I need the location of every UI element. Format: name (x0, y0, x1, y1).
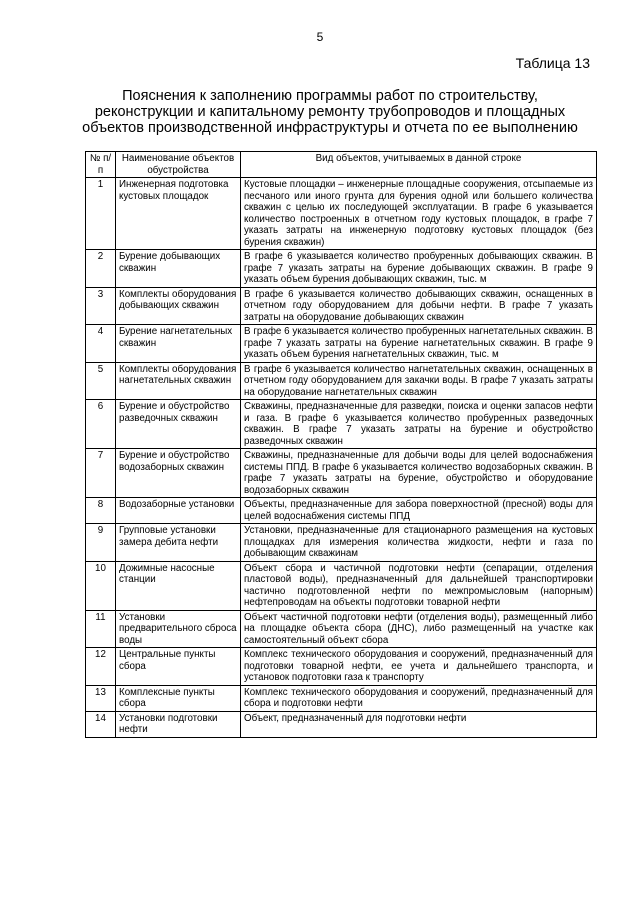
row-description: Установки, предназначенные для стационарного размещения на кустовых площадках для измерения количества жидкости, нефти и газа по добывающим скважинам (241, 524, 597, 562)
row-object-name: Комплекты оборудования добывающих скважин (116, 287, 241, 325)
table-body (86, 178, 597, 738)
row-object-name: Бурение добывающих скважин (116, 250, 241, 288)
table-row (86, 648, 597, 686)
row-number: 6 (86, 400, 116, 449)
row-object-name: Комплексные пункты сбора (116, 685, 241, 711)
row-object-name: Бурение и обустройство разведочных скважин (116, 400, 241, 449)
row-object-name: Групповые установки замера дебита нефти (116, 524, 241, 562)
table-row (86, 178, 597, 250)
row-object-name: Установки предварительного сброса воды (116, 610, 241, 648)
row-object-name: Комплекты оборудования нагнетательных скважин (116, 362, 241, 400)
header-object-name: Наименование объектов обустройства (116, 152, 241, 178)
header-object-type: Вид объектов, учитываемых в данной строке (241, 152, 597, 178)
header-number: № п/п (86, 152, 116, 178)
row-number: 5 (86, 362, 116, 400)
table-row (86, 362, 597, 400)
row-description: В графе 6 указывается количество добывающих скважин, оснащенных в отчетном году оборудованием для добычи нефти. В графе 7 указать затраты на оборудование добывающих скважин (241, 287, 597, 325)
row-description: Объект частичной подготовки нефти (отделения воды), размещенный либо на площадке объекта сбора (ДНС), либо размещенный на участке как самостоятельный объект сбора (241, 610, 597, 648)
row-number: 10 (86, 561, 116, 610)
table-row (86, 250, 597, 288)
row-description: Объект сбора и частичной подготовки нефти (сепарации, отделения пластовой воды), предназначенный для дальнейшей транспортировки частично подготовленной нефти по межпромысловым (напорным) нефтепроводам на объекты подготовки товарной нефти (241, 561, 597, 610)
table-row (86, 325, 597, 363)
row-description: В графе 6 указывается количество пробуренных добывающих скважин. В графе 7 указать затраты на бурение добывающих скважин. В графе 9 указать объем бурения добывающих скважин, тыс. м (241, 250, 597, 288)
row-description: В графе 6 указывается количество нагнетательных скважин, оснащенных в отчетном году оборудованием для закачки воды. В графе 7 указать затраты на оборудование нагнетательных скважин (241, 362, 597, 400)
row-object-name: Водозаборные установки (116, 498, 241, 524)
row-number: 9 (86, 524, 116, 562)
table-row (86, 449, 597, 498)
row-number: 2 (86, 250, 116, 288)
row-description: Комплекс технического оборудования и сооружений, предназначенный для подготовки товарной нефти, ее учета и дальнейшего транспорта, и установок подготовки газа к транспорту (241, 648, 597, 686)
row-object-name: Бурение нагнетательных скважин (116, 325, 241, 363)
table-label: Таблица 13 (515, 55, 590, 71)
row-description: Объекты, предназначенные для забора поверхностной (пресной) воды для целей водоснабжения системы ППД (241, 498, 597, 524)
table-row (86, 524, 597, 562)
page-number: 5 (316, 30, 324, 44)
title-line: объектов производственной инфраструктуры и отчета по ее выполнению (82, 120, 578, 136)
row-number: 1 (86, 178, 116, 250)
row-description: Комплекс технического оборудования и сооружений, предназначенный для сбора и подготовки нефти (241, 685, 597, 711)
row-number: 14 (86, 711, 116, 737)
table-row (86, 610, 597, 648)
table-row (86, 400, 597, 449)
row-object-name: Установки подготовки нефти (116, 711, 241, 737)
row-number: 4 (86, 325, 116, 363)
table-row (86, 498, 597, 524)
row-number: 3 (86, 287, 116, 325)
row-object-name: Дожимные насосные станции (116, 561, 241, 610)
instructions-table (85, 151, 597, 738)
row-description: Объект, предназначенный для подготовки нефти (241, 711, 597, 737)
row-object-name: Инженерная подготовка кустовых площадок (116, 178, 241, 250)
table-row (86, 685, 597, 711)
row-number: 7 (86, 449, 116, 498)
title-line: Пояснения к заполнению программы работ по строительству, (122, 88, 538, 104)
title-line: реконструкции и капитальному ремонту трубопроводов и площадных (94, 104, 566, 120)
row-object-name: Бурение и обустройство водозаборных скважин (116, 449, 241, 498)
row-description: Скважины, предназначенные для добычи воды для целей водоснабжения системы ППД. В графе 6 указывается количество водозаборных скважин. В графе 7 указать затраты на бурение, обустройство и оборудование водозаборных скважин (241, 449, 597, 498)
row-number: 12 (86, 648, 116, 686)
row-number: 8 (86, 498, 116, 524)
row-object-name: Центральные пункты сбора (116, 648, 241, 686)
row-number: 11 (86, 610, 116, 648)
row-description: Кустовые площадки – инженерные площадные сооружения, отсыпаемые из песчаного или иного грунта для бурения одной или большего количества скважин с целью их последующей эксплуатации. В графе 6 указывается количество построенных в отчетном году кустовых площадок, в графе 7 указать затраты на инженерную подготовку кустовых площадок (без бурения скважин) (241, 178, 597, 250)
document-title (60, 88, 600, 136)
table-header-row (86, 152, 597, 178)
row-description: В графе 6 указывается количество пробуренных нагнетательных скважин. В графе 7 указать затраты на бурение нагнетательных скважин. В графе 9 указать объем бурения нагнетательных скважин, тыс. м (241, 325, 597, 363)
table-row (86, 287, 597, 325)
table-row (86, 561, 597, 610)
table-row (86, 711, 597, 737)
row-description: Скважины, предназначенные для разведки, поиска и оценки запасов нефти и газа. В графе 6 указывается количество пробуренных разведочных скважин. В графе 7 указать затраты на бурение и обустройство разведочных скважин (241, 400, 597, 449)
row-number: 13 (86, 685, 116, 711)
